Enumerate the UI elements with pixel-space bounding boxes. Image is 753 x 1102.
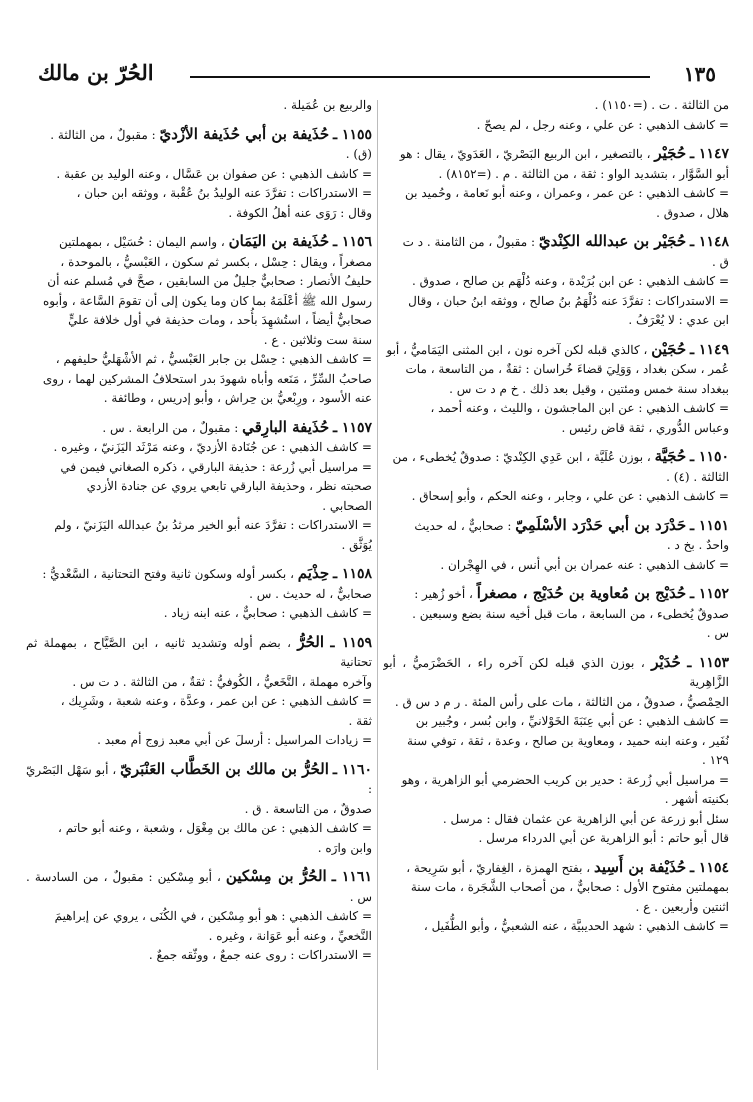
entry-number: ١١٦١ ـ: [331, 869, 372, 885]
entry-line: صحابيٌّ ، له حديث . س .: [249, 586, 372, 601]
entry-line: واحدٌ . بخ د .: [666, 538, 729, 552]
entry-number: ١١٥٥ ـ: [332, 126, 372, 143]
entry-heading: [383, 447, 729, 468]
entry-line: = الاستدراكات : تفرَّدَ عنه أبو الخير مرثدُ بنُ عبدالله اليَزَنيّ ، ولم: [54, 518, 372, 532]
entry-line: = كاشف الذهبي : عن علي ، وجابر ، وعنه الحكم ، وأبو إسحاق .: [411, 489, 729, 503]
entry-line: اثنتين وأربعين . ع .: [635, 899, 729, 914]
entry-name: حَدْرَد بن أبي حَدْرَد الأسْلَمِيّ: [515, 515, 687, 534]
entry-line: ق .: [712, 254, 729, 269]
entry-line: الصحابي .: [322, 498, 372, 513]
entry-name: الحُرُّ: [297, 632, 325, 651]
entry-line: صدوقٌ يُخطىء ، من السابعة ، مات قبل أخيه سنة بضع وسبعين .: [412, 606, 729, 621]
entry-heading-text: ، بكسر أوله وسكون ثانية وفتح التحتانية ، السَّعْديُّ :: [42, 567, 294, 581]
entry-heading-text: ، كالذي قبله لكن آخره نون ، ابن المثنى اليَمَاميُّ ، أبو: [386, 342, 648, 357]
entry-line: = كاشف الذهبي : هو أبو مِسْكين ، في الكُنَى ، يروي عن إبراهيمَ: [54, 909, 372, 923]
entry-number: ١١٥٢ ـ: [689, 586, 729, 602]
entry-name: حُجَيْر بن عبدالله الكِنْديّ: [538, 232, 687, 250]
entry-heading: [26, 564, 372, 585]
entry-heading-text: : مقبولٌ ، من الثامنة . د ت: [402, 235, 535, 249]
entry-line: صحابيٌّ أيضاً ، استُشهِدَ بأُحد ، ومات حذيفة في أول خلافة عليٍّ: [68, 313, 372, 327]
entry-name: الحُرُّ بن مِسْكين: [225, 867, 327, 885]
entry-line: وقال : رَوَى عنه أهلُ الكوفة .: [228, 205, 372, 220]
entry-name: حِذْيَم: [297, 564, 330, 582]
entry-line: = كاشف الذهبي : عن ابن بُرَيْدة ، وعنه دُلْهَم بن صالح ، صدوق .: [412, 274, 729, 288]
entry-heading-text: : صحابيٌّ ، له حديث: [414, 518, 512, 533]
entry-heading: [383, 516, 729, 537]
header-rule: [190, 76, 650, 78]
entry-1156: [26, 232, 372, 409]
entry-line: بمهملتين مفتوح الأول : صحابيٌّ ، من أصحاب الشَّجَرة ، مات سنة: [410, 880, 729, 894]
entry-line: = الاستدراكات : روى عنه جمعٌ ، ووثّقه جمعٌ .: [148, 948, 372, 962]
entry-heading: [26, 633, 372, 673]
entry-1149: [383, 340, 729, 439]
carry-over-line: والربيع بن عُمَيلة .: [283, 98, 372, 112]
entry-1148: [383, 232, 729, 331]
entry-line: وابن وارَه .: [317, 840, 372, 855]
entry-heading-text: ، بوزن عُلَيَّة ، ابن عَدِي الكِنْديّ : صدوقٌ يُخطىء ، من: [392, 450, 651, 464]
entry-line: صحبته نظر ، وحذيفة البارقي تابعي يروي عن جنادة الأزدي: [86, 479, 372, 493]
entry-line: سنة ست وثلاثين . ع .: [263, 332, 372, 347]
entry-heading: [26, 867, 372, 907]
right-column: [383, 96, 729, 1086]
entry-line: حليفُ الأنصار : صحابيٌّ جليلٌ من السابقين ، صحَّ في مُسلم عنه أن: [47, 274, 372, 288]
entry-heading-text: ، بفتح الهمزة ، الغِفاريّ ، أبو سَرِيحة ،: [406, 860, 591, 875]
entry-line: صدوقٌ ، من التاسعة . ق .: [244, 801, 372, 816]
carry-over-line: من الثالثة . ت . (=١١٥٠) .: [594, 98, 729, 112]
entry-number: ١١٤٧ ـ: [689, 146, 729, 162]
entry-heading: [26, 125, 372, 146]
entry-line: = مراسيل أبي زُرعة : حدير بن كريب الحضرمي أبو الزاهرية ، وهو: [401, 772, 729, 787]
entry-line: = كاشف الذهبي : عن مالك بن مِغْوَل ، وشعبة ، وعنه أبو حاتم ،: [58, 821, 372, 835]
entry-heading-text: ، بضم أوله وتشديد ثانيه ، ابن الصَّيَّاح ، بمهملة ثم تحتانية: [26, 635, 372, 669]
entry-line: = كاشف الذهبي : عن ابن الماجشون ، والليث ، وعنه أحمد ،: [430, 401, 729, 415]
entry-name: حُدَيْج بن مُعاوية بن حُدَيْج ، مصغراً: [476, 584, 687, 602]
entry-line: = كاشف الذهبي : عن أبي عِنَبَةَ الخَوْلانيِّ ، وابن بُسر ، وجُبير بن: [415, 714, 729, 728]
entry-line: ببغداد سنة خمس ومئتين ، وقيل بعد ذلك . خ م د ت س .: [449, 381, 729, 396]
entry-number: ١١٥٧ ـ: [332, 419, 372, 436]
entry-line: = زيادات المراسيل : أرسلَ عن أبي معبد زوج أم معبد .: [97, 733, 372, 747]
entry-heading-text: : مقبولٌ ، من الرابعة . س .: [102, 420, 239, 435]
entry-line: = كاشف الذهبي : عن ابن عمر ، وعدَّة ، وعنه شعبة ، وشَرِيك ،: [60, 694, 372, 708]
entry-line: = كاشف الذهبي : حِسْل بن جابر العَبْسيُّ ، ثم الأشْهَليُّ حليفهم ،: [55, 352, 372, 366]
entry-1159: [26, 633, 372, 751]
entry-line: = كاشف الذهبي : شهد الحديبيَّة ، عنه الشعبيُّ ، وأبو الطُّفَيل ،: [423, 919, 729, 933]
entry-heading-text: ، أبو سَهْل البَصْريّ :: [26, 762, 372, 796]
page-number: ١٣٥: [683, 62, 716, 86]
entry-number: ١١٥٦ ـ: [332, 234, 372, 250]
entry-line: = كاشف الذهبي : عن جُنَادة الأزديّ ، وعنه مَرْثَد اليَزَنيّ ، وغيره .: [53, 440, 372, 454]
entry-number: ١١٤٨ ـ: [689, 234, 729, 250]
entry-number: ١١٥٠ ـ: [689, 449, 729, 465]
entry-1160: [26, 760, 372, 859]
entry-1157: [26, 418, 372, 556]
entry-heading: [383, 653, 729, 693]
entry-line: يُوَثَّق .: [341, 537, 372, 552]
entry-line: بكنيته أشهر .: [664, 792, 729, 806]
entry-line: = الاستدراكات : تفرَّدَ عنه الوليدُ بنُ عُقْبة ، ووثقه ابن حبان ،: [76, 186, 372, 200]
entry-number: ١١٦٠ ـ: [332, 761, 372, 778]
entry-line: س .: [706, 626, 729, 640]
entry-1150: [383, 447, 729, 507]
entry-line: ١٢٩ .: [702, 753, 729, 767]
entry-heading-text: ، أبو مِسْكين : مقبولٌ ، من السادسة . س .: [26, 870, 372, 904]
entry-heading-text: ، واسم اليمان : حُسَيْل ، بمهملتين: [58, 235, 225, 249]
entry-line: سئل أبو زرعة عن أبي الزاهرية عن عثمان فقال : مرسل .: [442, 811, 729, 826]
entry-line: الحِمْصيُّ ، صدوقٌ ، من الثالثة ، مات على رأس المئة . ر م د س ق .: [394, 694, 729, 709]
entry-line: صاحبُ السِّرِّ ، مَنَعه وأباه شهودَ بدر استحلافُ المشركين لهما ، روى: [42, 371, 372, 386]
running-title: الحُرّ بن مالك: [38, 60, 154, 85]
entry-line: = مراسيل أبي زُرعة : حذيفة البارقي ، ذكره الصغاني فيمن في: [60, 459, 372, 474]
entry-line: قال أبو حاتم : أبو الزاهرية عن أبي الدرداء مرسل .: [478, 831, 729, 845]
entry-heading-text: ، أخو زُهير :: [414, 587, 473, 601]
entry-number: ١١٥١ ـ: [689, 517, 729, 534]
entry-line: مصغراً ، ويقال : حِسْل ، بكسر ثم سكون ، العَبْسيُّ ، بالموحدة ،: [60, 254, 372, 269]
entry-1152: [383, 584, 729, 644]
entry-heading-text: : مقبولٌ ، من الثالثة .: [50, 127, 156, 142]
entry-line: رسول الله ﷺ أعْلَمَهُ بما كان وما يكون إلى أن تقومَ السَّاعة ، وأبوه: [42, 293, 372, 308]
entry-heading-text: ، بوزن الذي قبله لكن آخره راء ، الحَضْرَميُّ ، أبو الزَّاهِرية: [383, 655, 729, 689]
entry-name: حُذَيفة البارِقي: [242, 417, 330, 436]
entry-line: وعباس الدُّوري ، ثقة قاض رئيس .: [561, 420, 729, 435]
entry-line: هلال ، صدوق .: [656, 205, 729, 220]
entry-number: ١١٥٨ ـ: [332, 566, 372, 582]
entry-name: حُجَيَّة: [654, 447, 687, 465]
entry-name: الحُرُّ بن مالك بن الخَطَّاب العَنْبَريّ: [120, 759, 329, 778]
entry-line: النَّخعيِّ ، وعنه أبو عَوَانة ، وغيره .: [208, 928, 372, 943]
entry-1153: [383, 653, 729, 849]
entry-line: = كاشف الذهبي : عنه عمران بن أبي أنس ، في الهِجْران .: [440, 557, 729, 572]
entry-number: ١١٤٩ ـ: [689, 341, 729, 358]
entry-line: عنه الأسود ، ورِبْعيُّ بن حِراش ، وأبو إدريس ، وطائفة .: [103, 391, 372, 405]
entry-1147: [383, 144, 729, 223]
entry-line: = كاشف الذهبي : صحابيٌّ ، عنه ابنه زياد .: [163, 606, 372, 620]
entry-name: حُدَيْر: [651, 652, 681, 671]
entry-name: حُذَيْفة بن أَسِيد: [593, 857, 687, 876]
entry-name: حُجَيْر: [654, 144, 687, 162]
entry-line: (ق) .: [345, 147, 372, 161]
entry-heading: [26, 418, 372, 439]
entry-line: وآخره مهملة ، النَّخَعيُّ ، الكُوفيُّ : ثقةٌ ، من الثالثة . د ت س .: [72, 674, 372, 689]
carry-over-line: = كاشف الذهبي : عن علي ، وعنه رجل ، لم يصحّ .: [476, 117, 729, 132]
entry-name: حُجَيْن: [651, 339, 687, 358]
entry-1158: [26, 564, 372, 624]
entry-heading: [383, 232, 729, 253]
entry-heading: [383, 584, 729, 605]
entry-line: ثقة .: [348, 713, 372, 728]
entry-number: ١١٥٤ ـ: [689, 859, 729, 876]
entry-line: = الاستدراكات : تفرَّدَ عنه دُلْهَمُ بنُ صالح ، ووثقه ابنُ حبان ، وقال: [408, 293, 729, 308]
entry-number: ١١٥٩ ـ: [330, 634, 372, 651]
entry-name: حُذَيفة بن اليَمَان: [228, 232, 330, 250]
left-column: [26, 96, 372, 1086]
entry-line: ابن عدي : لا يُعْرَفُ .: [628, 313, 729, 327]
page-header: [30, 52, 720, 92]
entry-heading: [26, 232, 372, 253]
entry-line: = كاشف الذهبي : عن صفوان بن عَسَّال ، وعنه الوليد بن عقبة .: [56, 166, 372, 181]
entry-name: حُذَيفة بن أبي حُذَيفة الأزْديّ: [159, 124, 330, 143]
column-divider: [377, 100, 378, 1070]
entry-heading: [383, 340, 729, 361]
entry-line: نُفَير ، وعنه ابنه حميد ، ومعاوية بن صالح ، وعدة ، ثقة ، توفي سنة: [407, 733, 729, 748]
entry-heading: [383, 144, 729, 165]
entry-heading: [26, 760, 372, 800]
entry-line: = كاشف الذهبي : عن عمر ، وعمران ، وعنه أبو نَعامة ، وحُميد بن: [405, 186, 729, 200]
entry-1151: [383, 516, 729, 576]
entry-line: الثالثة . (٤) .: [666, 469, 729, 484]
entry-number: ١١٥٣ ـ: [687, 654, 729, 671]
entry-1161: [26, 867, 372, 966]
entry-1155: [26, 125, 372, 224]
entry-line: عُمر ، سكن بغداد ، وَوَلِيَ قضاءَ خُراسان : ثقةٌ ، من التاسعة ، مات: [405, 362, 729, 376]
entry-line: أبو السَّوَّار ، بتشديد الواو : ثقة ، من الثالثة . م . (=٨١٥٢) .: [438, 166, 729, 181]
entry-heading: [383, 858, 729, 879]
entry-1154: [383, 858, 729, 937]
entry-heading-text: ، بالتصغير ، ابن الربيع البَصْريّ ، العَدَويّ ، يقال : هو: [399, 147, 651, 161]
